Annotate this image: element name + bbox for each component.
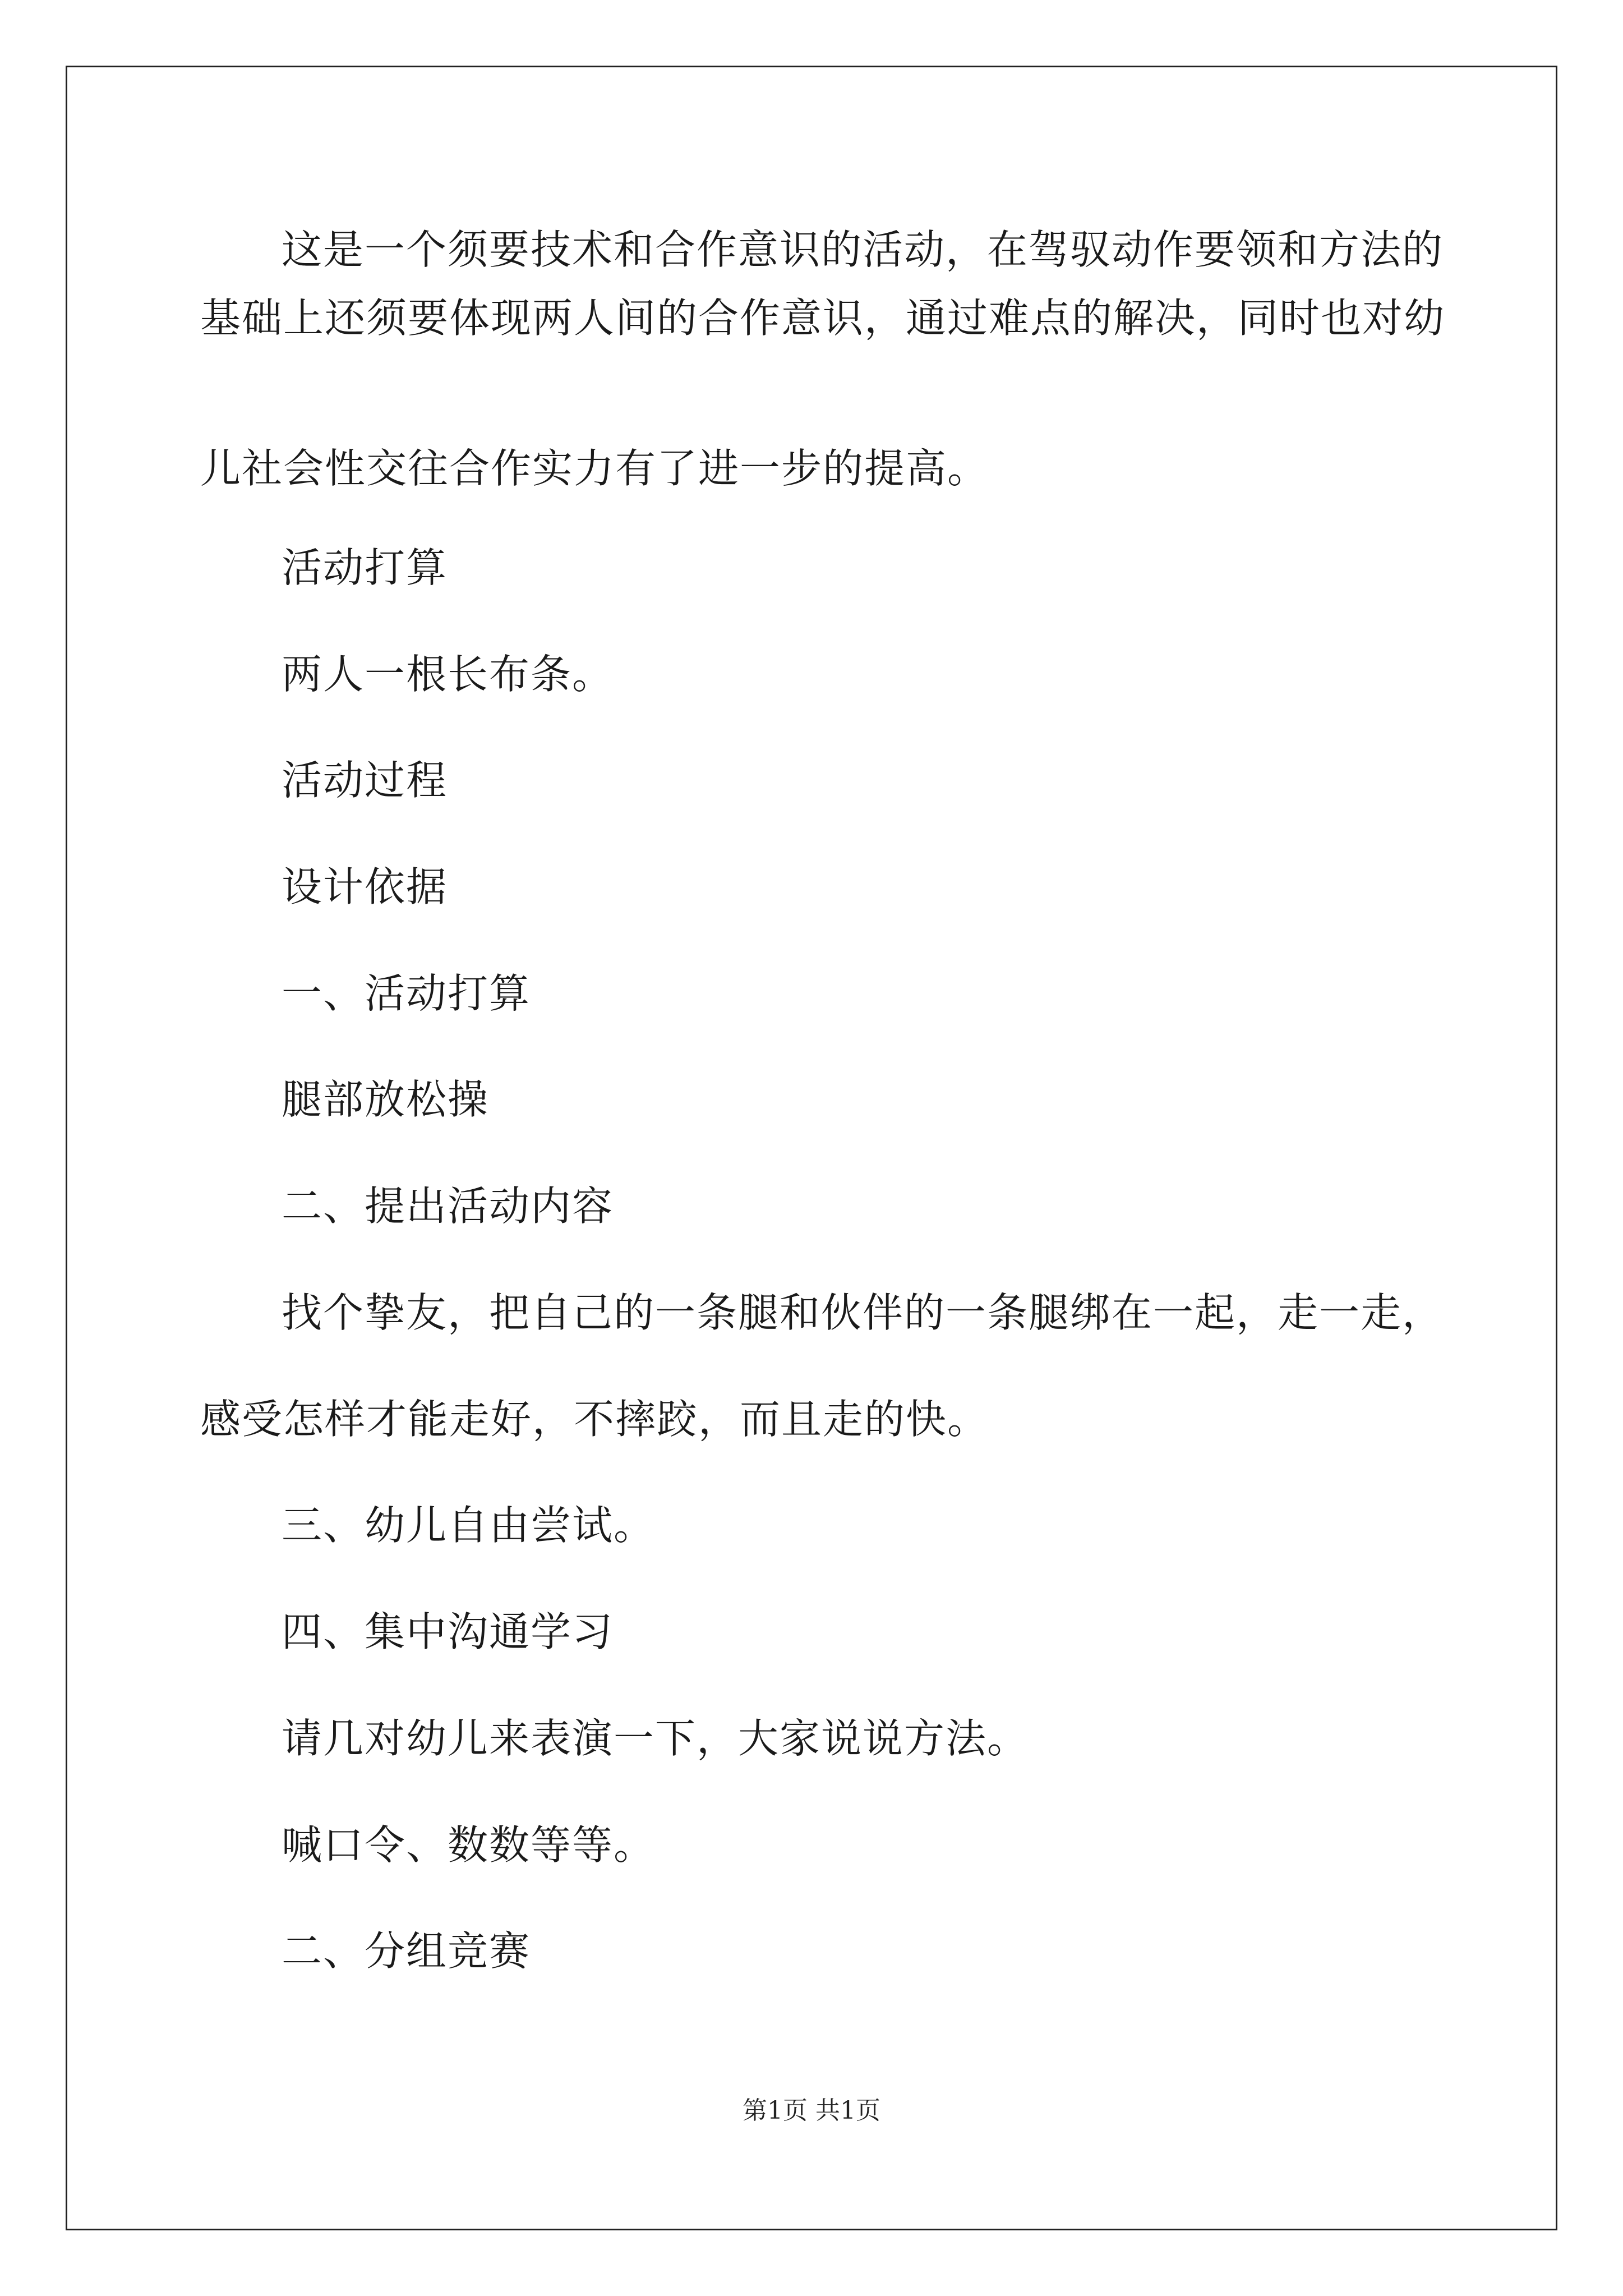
paragraph-line: 喊口令、数数等等。 (282, 1821, 656, 1869)
section-heading: 二、提出活动内容 (282, 1182, 614, 1230)
section-heading: 四、集中沟通学习 (282, 1608, 614, 1655)
paragraph-line: 请几对幼儿来表演一下，大家说说方法。 (282, 1715, 1029, 1762)
paragraph-line: 这是一个须要技术和合作意识的活动，在驾驭动作要领和方法的 (282, 226, 1444, 273)
section-heading: 三、幼儿自由尝试。 (282, 1502, 656, 1549)
page-number-footer: 第1页 共1页 (743, 2096, 880, 2125)
section-heading: 活动打算 (282, 544, 448, 591)
section-heading: 一、活动打算 (282, 970, 531, 1017)
section-heading: 活动过程 (282, 757, 448, 804)
page-border (66, 66, 1557, 2230)
paragraph-line: 腿部放松操 (282, 1076, 490, 1123)
paragraph-line: 基础上还须要体现两人间的合作意识，通过难点的解决，同时也对幼 (200, 295, 1446, 342)
paragraph-line: 两人一根长布条。 (282, 651, 614, 698)
paragraph-line: 感受怎样才能走好，不摔跤，而且走的快。 (200, 1396, 989, 1443)
paragraph-line: 找个挚友，把自己的一条腿和伙伴的一条腿绑在一起，走一走， (282, 1289, 1444, 1336)
section-heading: 设计依据 (282, 863, 448, 910)
section-heading: 二、分组竞赛 (282, 1927, 531, 1975)
paragraph-line: 儿社会性交往合作实力有了进一步的提高。 (200, 445, 989, 492)
